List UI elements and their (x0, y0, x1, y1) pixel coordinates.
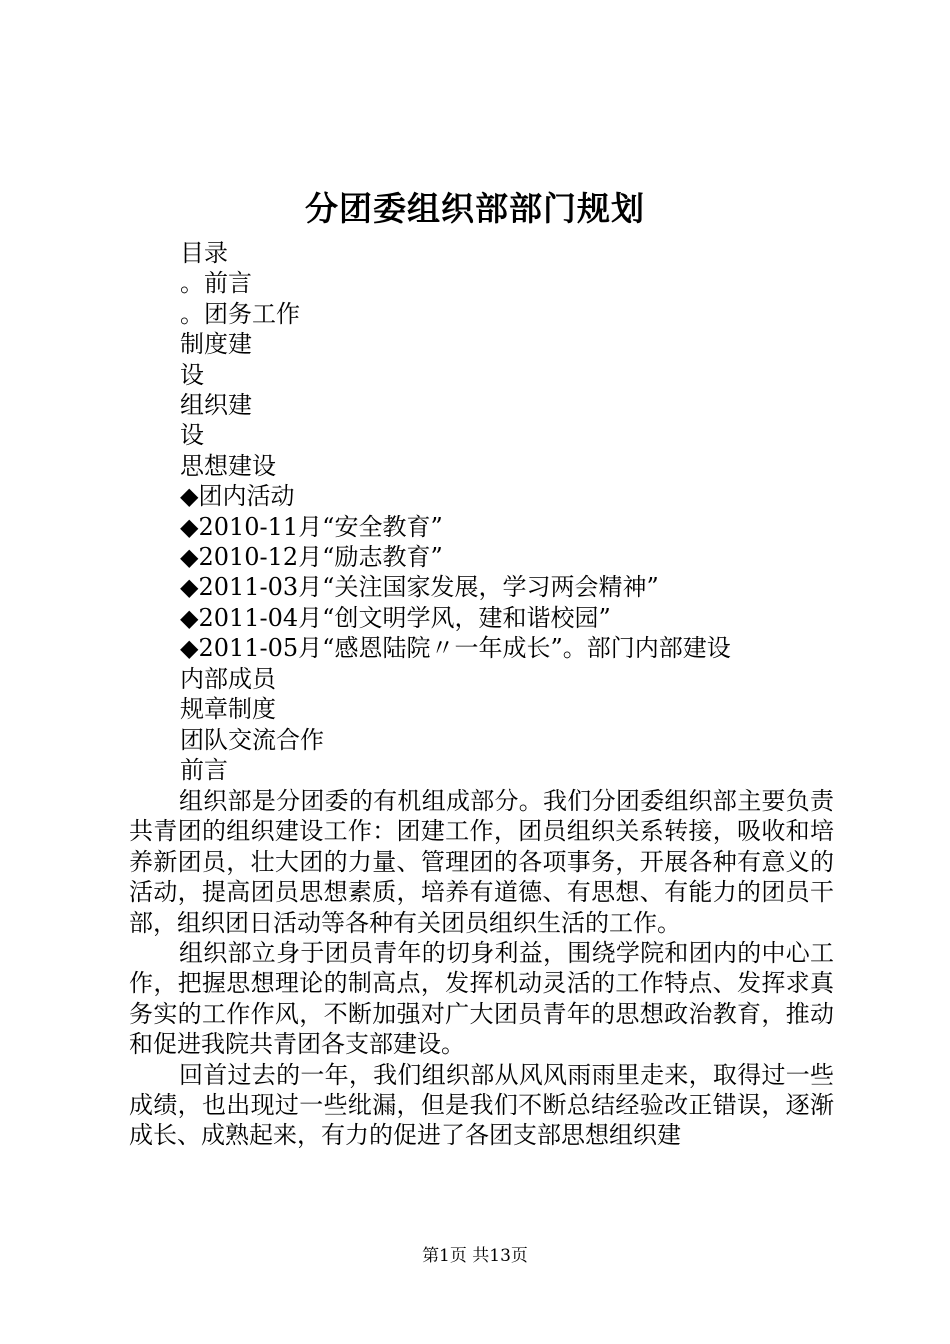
toc-item: ◆2010-12月“励志教育” (180, 543, 443, 572)
toc-item: 前言 (180, 755, 228, 784)
toc-item: 设 (180, 360, 204, 389)
toc-item: ◆2011-04月“创文明学风，建和谐校园” (180, 603, 611, 632)
toc-item: 内部成员 (180, 664, 276, 693)
toc-item: 设 (180, 421, 204, 450)
body-paragraph: 组织部是分团委的有机组成部分。我们分团委组织部主要负责共青团的组织建设工作：团建工作，团员组织关系转接，吸收和培养新团员，壮大团的力量、管理团的各项事务，开展各种有意义的活动，提高团员思想素质，培养有道德、有思想、有能力的团员干部，组织团日活动等各种有关团员组织生活的工作。 (129, 787, 834, 937)
toc-item: 。团务工作 (180, 299, 300, 328)
toc-item: 规章制度 (180, 695, 276, 724)
body-paragraph: 回首过去的一年，我们组织部从风风雨雨里走来，取得过一些成绩，也出现过一些纰漏，但是我们不断总结经验改正错误，逐渐成长、成熟起来，有力的促进了各团支部思想组织建 (129, 1060, 834, 1150)
toc-item: 。前言 (180, 269, 252, 298)
toc-item: 目录 (180, 239, 228, 267)
table-of-contents (180, 238, 830, 785)
toc-item: 思想建设 (180, 451, 276, 480)
page-footer: 第1页 共13页 (422, 1246, 528, 1266)
toc-item: ◆2010-11月“安全教育” (180, 512, 443, 541)
toc-item: 制度建 (180, 330, 252, 359)
toc-item: 组织建 (180, 391, 252, 420)
toc-item: ◆2011-05月“感恩陆院〃一年成长”。部门内部建设 (180, 634, 731, 663)
toc-item: 团队交流合作 (180, 725, 324, 754)
document-title: 分团委组织部部门规划 (305, 189, 645, 228)
toc-item: ◆2011-03月“关注国家发展，学习两会精神” (180, 573, 659, 602)
body-paragraph: 组织部立身于团员青年的切身利益，围绕学院和团内的中心工作，把握思想理论的制高点，发挥机动灵活的工作特点、发挥求真务实的工作作风，不断加强对广大团员青年的思想政治教育，推动和促进我院共青团各支部建设。 (129, 939, 834, 1059)
toc-item: ◆团内活动 (180, 482, 295, 511)
document-body (129, 786, 834, 1151)
